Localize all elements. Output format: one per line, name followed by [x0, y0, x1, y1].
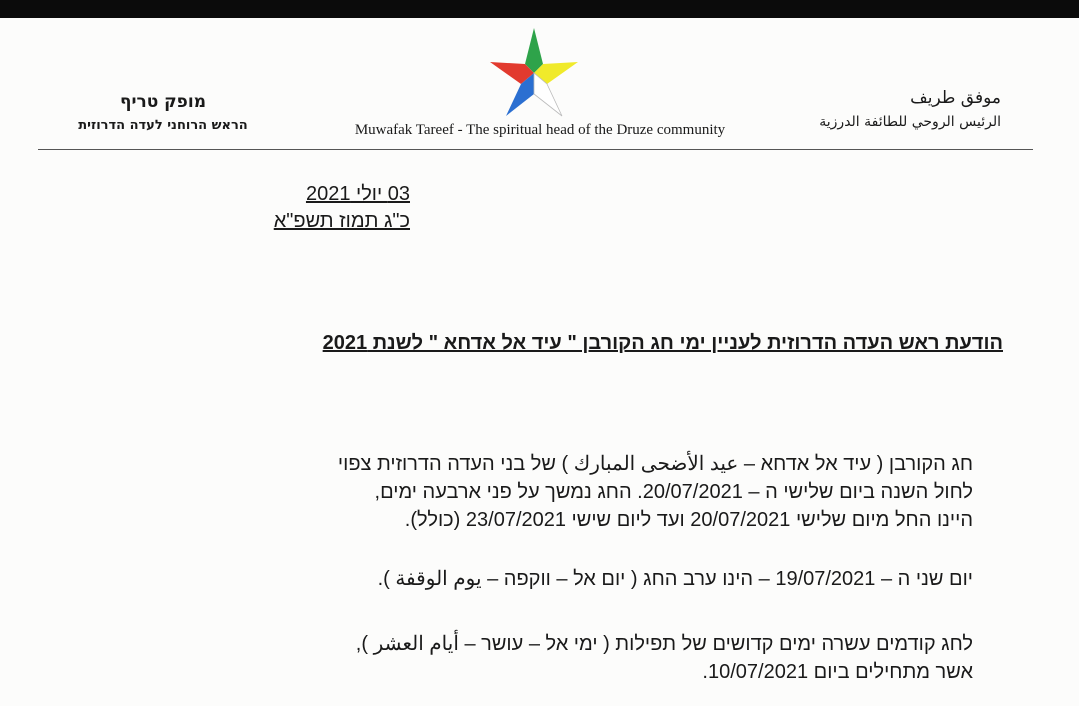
body-paragraph-3	[150, 630, 973, 686]
paragraph-line: לחול השנה ביום שלישי ה – 20/07/2021. החג נמשך על פני ארבעה ימים,	[374, 481, 973, 503]
top-black-bar	[0, 0, 1079, 18]
paragraph-line: חג הקורבן ( עיד אל אדחא – عيد الأضحى المبارك ) של בני העדה הדרוזית צפוי	[337, 453, 973, 475]
english-letterhead-line: Muwafak Tareef - The spiritual head of the Druze community	[354, 122, 726, 138]
body-paragraph-2	[150, 565, 973, 593]
paragraph-line: יום שני ה – 19/07/2021 – הינו ערב החג ( יום אל – ווקפה – يوم الوقفة ).	[377, 568, 973, 590]
arabic-name: موفق طريف	[910, 88, 1001, 108]
body-paragraph-1	[150, 450, 973, 534]
hebrew-title: הראש הרוחני לעדה הדרוזית	[78, 118, 248, 133]
letterhead-arabic	[741, 88, 1001, 130]
hebrew-name: מופק טריף	[119, 92, 206, 112]
document-subject: הודעת ראש העדה הדרוזית לעניין ימי חג הקורבן " עיד אל אדחא " לשנת 2021	[322, 332, 1003, 354]
paragraph-line: אשר מתחילים ביום 10/07/2021.	[702, 661, 973, 683]
five-color-druze-star-icon	[486, 24, 582, 120]
hebrew-date: כ"ג תמוז תשפ"א	[273, 210, 410, 232]
letterhead-hebrew	[38, 92, 288, 133]
gregorian-date: 03 יולי 2021	[305, 183, 410, 205]
paragraph-line: היינו החל מיום שלישי 20/07/2021 ועד ליום שישי 23/07/2021 (כולל).	[404, 509, 973, 531]
paragraph-line: לחג קודמים עשרה ימים קדושים של תפילות ( ימי אל – עושר – أيام العشر ),	[355, 633, 973, 655]
letterhead-divider	[38, 149, 1033, 150]
arabic-title: الرئيس الروحي للطائفة الدرزية	[819, 114, 1001, 130]
